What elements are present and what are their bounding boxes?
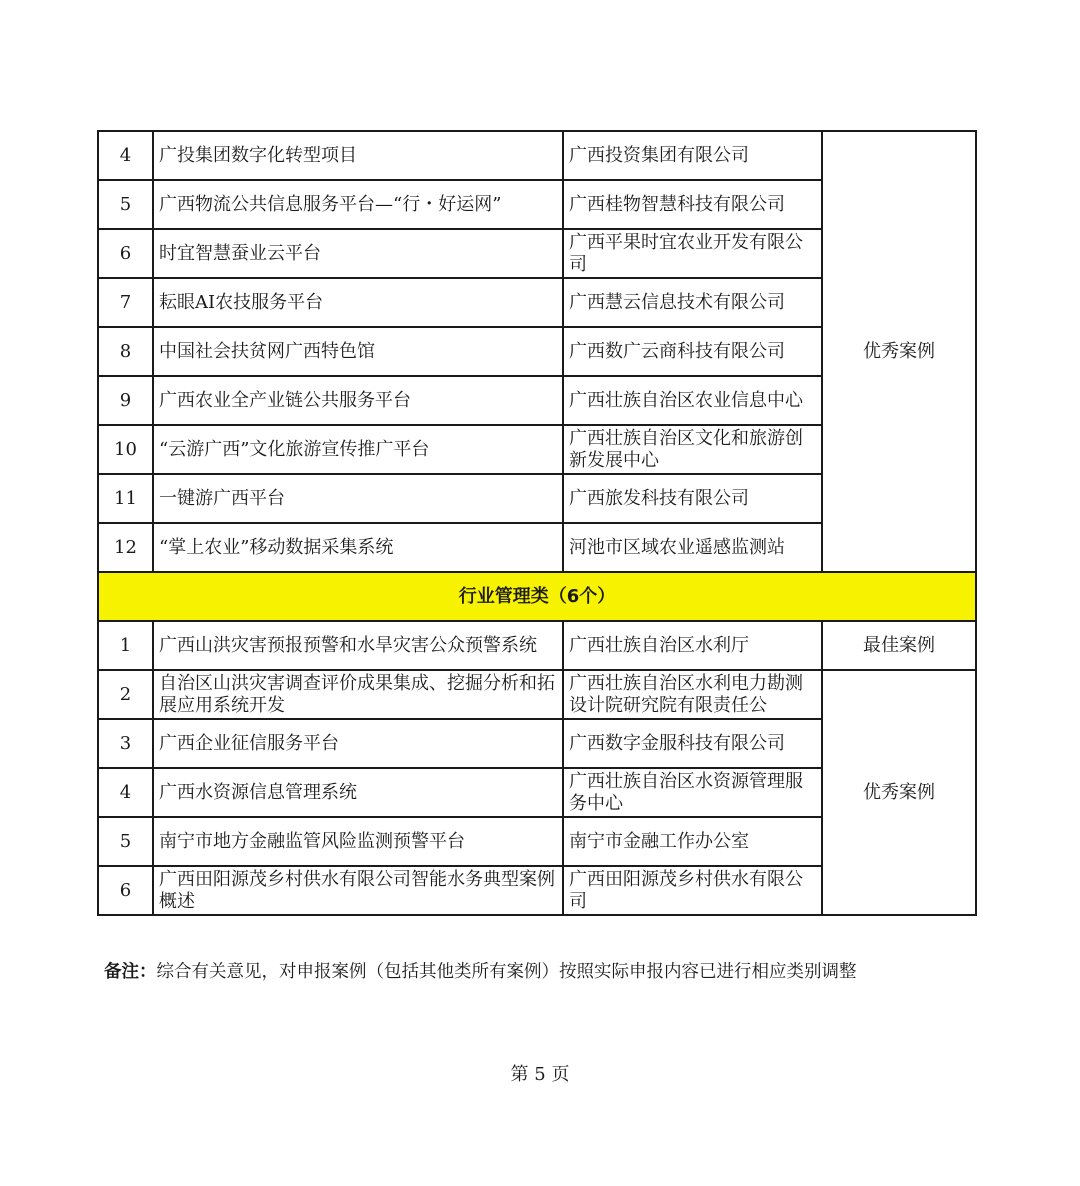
case-table [97, 130, 977, 916]
unit-name: 广西田阳源茂乡村供水有限公司 [563, 866, 822, 915]
row-number: 12 [98, 523, 153, 572]
case-name: 中国社会扶贫网广西特色馆 [153, 327, 563, 376]
case-name: 一键游广西平台 [153, 474, 563, 523]
footnote [104, 958, 857, 983]
row-number: 4 [98, 768, 153, 817]
row-number: 2 [98, 670, 153, 719]
row-number: 11 [98, 474, 153, 523]
table-row [98, 670, 976, 719]
unit-name: 广西平果时宜农业开发有限公司 [563, 229, 822, 278]
case-name: 广西农业全产业链公共服务平台 [153, 376, 563, 425]
section-title: 行业管理类（6个） [98, 572, 976, 621]
table-row [98, 131, 976, 180]
page-number: 第 5 页 [510, 1064, 570, 1085]
row-number: 4 [98, 131, 153, 180]
case-name: 耘眼AI农技服务平台 [153, 278, 563, 327]
unit-name: 广西投资集团有限公司 [563, 131, 822, 180]
row-number: 6 [98, 229, 153, 278]
case-name: 广西企业征信服务平台 [153, 719, 563, 768]
case-name: 时宜智慧蚕业云平台 [153, 229, 563, 278]
case-name: “掌上农业”移动数据采集系统 [153, 523, 563, 572]
unit-name: 广西壮族自治区水利厅 [563, 621, 822, 670]
unit-name: 广西桂物智慧科技有限公司 [563, 180, 822, 229]
unit-name: 南宁市金融工作办公室 [563, 817, 822, 866]
section-header-row [98, 572, 976, 621]
row-number: 5 [98, 180, 153, 229]
row-number: 5 [98, 817, 153, 866]
case-name: 广西山洪灾害预报预警和水旱灾害公众预警系统 [153, 621, 563, 670]
row-number: 9 [98, 376, 153, 425]
unit-name: 广西壮族自治区文化和旅游创新发展中心 [563, 425, 822, 474]
case-name: 南宁市地方金融监管风险监测预警平台 [153, 817, 563, 866]
row-number: 6 [98, 866, 153, 915]
row-number: 7 [98, 278, 153, 327]
unit-name: 广西数字金服科技有限公司 [563, 719, 822, 768]
unit-name: 广西慧云信息技术有限公司 [563, 278, 822, 327]
unit-name: 广西旅发科技有限公司 [563, 474, 822, 523]
award-level: 优秀案例 [822, 670, 976, 915]
case-name: “云游广西”文化旅游宣传推广平台 [153, 425, 563, 474]
case-name: 广西物流公共信息服务平台—“行・好运网” [153, 180, 563, 229]
case-name: 自治区山洪灾害调查评价成果集成、挖掘分析和拓展应用系统开发 [153, 670, 563, 719]
award-level: 最佳案例 [822, 621, 976, 670]
unit-name: 广西壮族自治区水利电力勘测设计院研究院有限责任公 [563, 670, 822, 719]
case-name: 广投集团数字化转型项目 [153, 131, 563, 180]
row-number: 10 [98, 425, 153, 474]
table-row [98, 621, 976, 670]
unit-name: 广西数广云商科技有限公司 [563, 327, 822, 376]
footnote-label: 备注： [104, 962, 157, 982]
award-level: 优秀案例 [822, 131, 976, 572]
unit-name: 广西壮族自治区水资源管理服务中心 [563, 768, 822, 817]
row-number: 1 [98, 621, 153, 670]
row-number: 3 [98, 719, 153, 768]
case-name: 广西水资源信息管理系统 [153, 768, 563, 817]
case-name: 广西田阳源茂乡村供水有限公司智能水务典型案例概述 [153, 866, 563, 915]
unit-name: 广西壮族自治区农业信息中心 [563, 376, 822, 425]
row-number: 8 [98, 327, 153, 376]
unit-name: 河池市区域农业遥感监测站 [563, 523, 822, 572]
footnote-text: 综合有关意见，对申报案例（包括其他类所有案例）按照实际申报内容已进行相应类别调整 [156, 962, 857, 982]
